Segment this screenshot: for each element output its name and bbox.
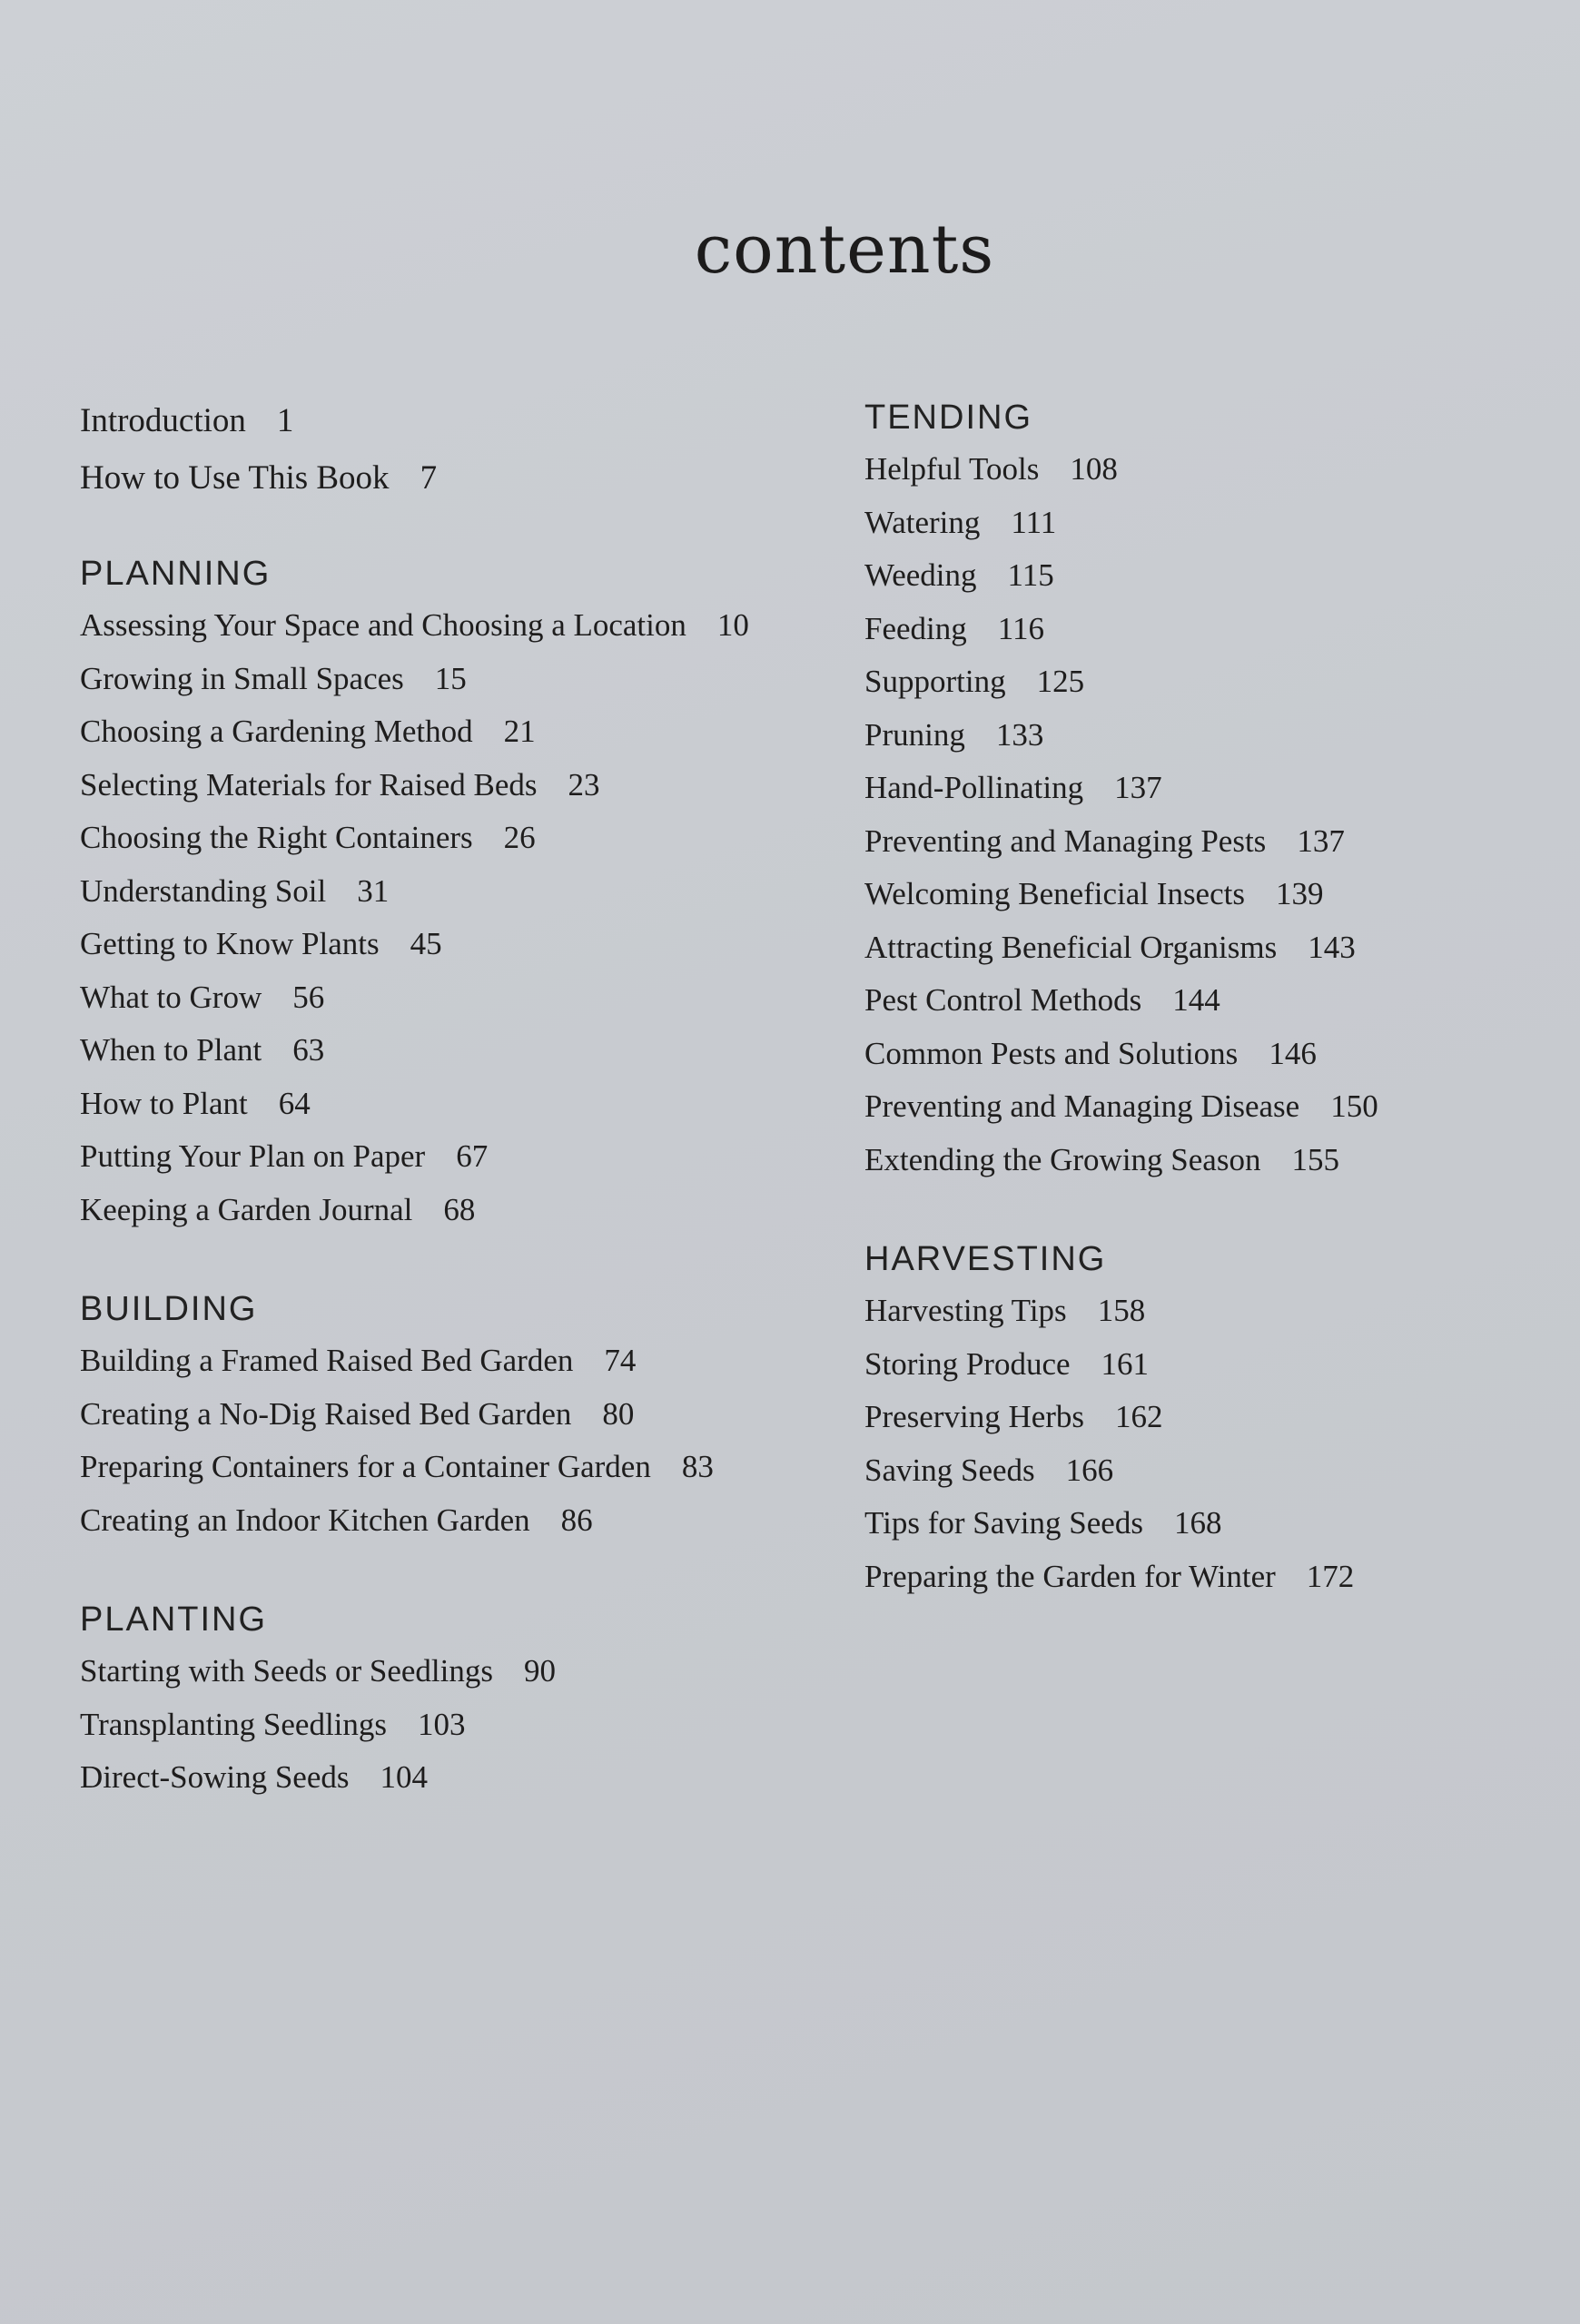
- toc-entry[interactable]: [864, 1080, 1500, 1134]
- toc-entry[interactable]: [80, 449, 843, 507]
- entry-page: 144: [1172, 982, 1220, 1018]
- toc-entry[interactable]: [80, 1388, 843, 1442]
- toc-entry[interactable]: [864, 709, 1500, 763]
- entry-label: Extending the Growing Season: [864, 1141, 1261, 1177]
- section-building: [80, 1284, 843, 1547]
- toc-entry[interactable]: [864, 1134, 1500, 1187]
- entry-page: 74: [604, 1343, 637, 1378]
- entry-page: 90: [523, 1653, 556, 1689]
- toc-entry[interactable]: [864, 1551, 1500, 1604]
- entry-label: Getting to Know Plants: [80, 926, 380, 961]
- entry-label: Creating a No-Dig Raised Bed Garden: [80, 1395, 572, 1432]
- entry-label: Preserving Herbs: [864, 1399, 1085, 1434]
- section-heading: PLANNING: [80, 555, 272, 593]
- entry-label: Pest Control Methods: [864, 982, 1142, 1018]
- entry-page: 31: [357, 872, 390, 909]
- toc-entry[interactable]: [80, 1751, 843, 1805]
- entry-page: 23: [568, 766, 600, 803]
- toc-entry[interactable]: [864, 1338, 1500, 1392]
- entry-label: Direct-Sowing Seeds: [80, 1759, 350, 1795]
- entry-page: 64: [278, 1085, 311, 1121]
- entry-label: Welcoming Beneficial Insects: [864, 876, 1245, 911]
- entry-label: Transplanting Seedlings: [80, 1706, 388, 1742]
- entry-label: Starting with Seeds or Seedlings: [80, 1653, 493, 1689]
- entry-label: Building a Framed Raised Bed Garden: [80, 1343, 574, 1378]
- entry-page: 108: [1070, 451, 1118, 487]
- section-harvesting: [864, 1234, 1500, 1603]
- toc-entry[interactable]: [864, 1391, 1500, 1444]
- entry-page: 168: [1173, 1505, 1222, 1541]
- toc-entry[interactable]: [864, 497, 1500, 550]
- entry-page: 166: [1065, 1452, 1114, 1488]
- entry-page: 67: [456, 1138, 489, 1174]
- toc-entry[interactable]: [80, 971, 843, 1025]
- entry-page: 137: [1297, 822, 1345, 859]
- entry-label: Understanding Soil: [80, 872, 327, 909]
- entry-page: 63: [292, 1032, 325, 1068]
- toc-entry[interactable]: [80, 392, 843, 449]
- entry-label: Common Pests and Solutions: [864, 1035, 1239, 1071]
- entry-label: Harvesting Tips: [864, 1293, 1067, 1328]
- toc-entry[interactable]: [80, 1441, 843, 1494]
- toc-entry[interactable]: [80, 599, 843, 653]
- entry-page: 56: [292, 979, 325, 1015]
- entry-label: Tips for Saving Seeds: [864, 1505, 1143, 1541]
- toc-entry[interactable]: [80, 1494, 843, 1548]
- entry-label: Feeding: [864, 610, 967, 646]
- entry-page: 21: [503, 714, 536, 749]
- toc-entry[interactable]: [864, 443, 1500, 497]
- entry-label: Weeding: [864, 557, 977, 593]
- toc-entry[interactable]: [80, 812, 843, 865]
- entry-label: Keeping a Garden Journal: [80, 1191, 413, 1227]
- toc-entry[interactable]: [80, 1130, 843, 1184]
- toc-entry[interactable]: [864, 868, 1500, 921]
- entry-page: 104: [380, 1759, 428, 1795]
- entry-page: 133: [995, 716, 1044, 753]
- toc-entry[interactable]: [864, 603, 1500, 656]
- entry-label: What to Grow: [80, 979, 262, 1015]
- entry-label: Preparing the Garden for Winter: [864, 1558, 1276, 1594]
- entry-label: Saving Seeds: [864, 1452, 1035, 1488]
- entry-page: 1: [276, 402, 294, 439]
- entry-label: Selecting Materials for Raised Beds: [80, 766, 538, 803]
- toc-entry[interactable]: [864, 1497, 1500, 1551]
- toc-entry[interactable]: [864, 1028, 1500, 1081]
- front-matter-list: [80, 392, 843, 507]
- toc-entry[interactable]: [80, 759, 843, 812]
- entry-page: 103: [418, 1706, 466, 1742]
- entry-label: Preventing and Managing Disease: [864, 1088, 1300, 1124]
- entry-label: How to Plant: [80, 1085, 248, 1121]
- entry-page: 10: [716, 607, 749, 643]
- entry-page: 68: [443, 1191, 476, 1227]
- entry-label: Choosing a Gardening Method: [80, 714, 473, 749]
- toc-right-column: [864, 392, 1500, 1650]
- section-heading: HARVESTING: [864, 1240, 1107, 1278]
- entry-page: 137: [1114, 770, 1162, 805]
- entry-label: Preventing and Managing Pests: [864, 822, 1267, 859]
- page-title: contents: [694, 211, 995, 289]
- entry-page: 111: [1011, 504, 1057, 540]
- entry-page: 162: [1115, 1399, 1163, 1434]
- toc-entry[interactable]: [80, 865, 843, 919]
- entry-page: 172: [1306, 1558, 1355, 1594]
- entry-label: Supporting: [864, 664, 1006, 699]
- section-tending: [864, 392, 1500, 1187]
- section-heading: PLANTING: [80, 1600, 268, 1639]
- entry-label: Watering: [864, 504, 981, 540]
- entry-page: 158: [1097, 1293, 1146, 1328]
- toc-entry[interactable]: [80, 1334, 843, 1388]
- toc-entry[interactable]: [80, 918, 843, 971]
- section-heading: TENDING: [864, 399, 1032, 437]
- toc-entry[interactable]: [864, 815, 1500, 869]
- entry-page: 116: [997, 610, 1044, 646]
- entry-label: Hand-Pollinating: [864, 770, 1084, 805]
- entry-label: Helpful Tools: [864, 451, 1040, 487]
- section-planning: [80, 548, 843, 1236]
- entry-page: 15: [434, 660, 467, 696]
- entry-label: Putting Your Plan on Paper: [80, 1138, 426, 1174]
- entry-label: Assessing Your Space and Choosing a Location: [80, 607, 686, 643]
- toc-entry[interactable]: [80, 1024, 843, 1078]
- toc-left-column: [80, 392, 843, 1852]
- entry-page: 83: [681, 1449, 714, 1484]
- entry-page: 155: [1291, 1141, 1339, 1177]
- entry-page: 86: [560, 1502, 593, 1538]
- entry-page: 115: [1007, 557, 1054, 593]
- toc-entry[interactable]: [80, 705, 843, 759]
- entry-page: 80: [602, 1395, 635, 1432]
- toc-entry[interactable]: [80, 1078, 843, 1131]
- toc-entry[interactable]: [864, 1444, 1500, 1498]
- entry-label: Growing in Small Spaces: [80, 660, 404, 696]
- entry-page: 139: [1275, 876, 1324, 911]
- toc-entry[interactable]: [864, 974, 1500, 1028]
- entry-page: 7: [420, 459, 438, 497]
- section-planting: [80, 1594, 843, 1805]
- entry-label: How to Use This Book: [80, 459, 390, 497]
- entry-label: Preparing Containers for a Container Garden: [80, 1449, 651, 1484]
- toc-entry[interactable]: [80, 1184, 843, 1237]
- entry-label: Storing Produce: [864, 1345, 1071, 1382]
- toc-entry[interactable]: [864, 762, 1500, 815]
- entry-page: 45: [410, 926, 442, 961]
- entry-page: 125: [1036, 664, 1085, 699]
- section-heading: BUILDING: [80, 1290, 258, 1328]
- entry-label: When to Plant: [80, 1032, 262, 1068]
- entry-page: 143: [1308, 929, 1356, 965]
- toc-entry[interactable]: [864, 655, 1500, 709]
- entry-page: 150: [1330, 1088, 1378, 1124]
- entry-label: Introduction: [80, 402, 246, 439]
- toc-entry[interactable]: [80, 1645, 843, 1699]
- entry-label: Choosing the Right Containers: [80, 820, 473, 855]
- toc-entry[interactable]: [80, 653, 843, 706]
- toc-entry[interactable]: [864, 921, 1500, 975]
- toc-entry[interactable]: [864, 549, 1500, 603]
- entry-page: 26: [503, 820, 536, 855]
- entry-page: 146: [1269, 1035, 1317, 1071]
- toc-entry[interactable]: [864, 1285, 1500, 1338]
- toc-entry[interactable]: [80, 1699, 843, 1752]
- entry-page: 161: [1101, 1345, 1150, 1382]
- entry-label: Pruning: [864, 716, 965, 753]
- entry-label: Creating an Indoor Kitchen Garden: [80, 1502, 530, 1538]
- entry-label: Attracting Beneficial Organisms: [864, 929, 1278, 965]
